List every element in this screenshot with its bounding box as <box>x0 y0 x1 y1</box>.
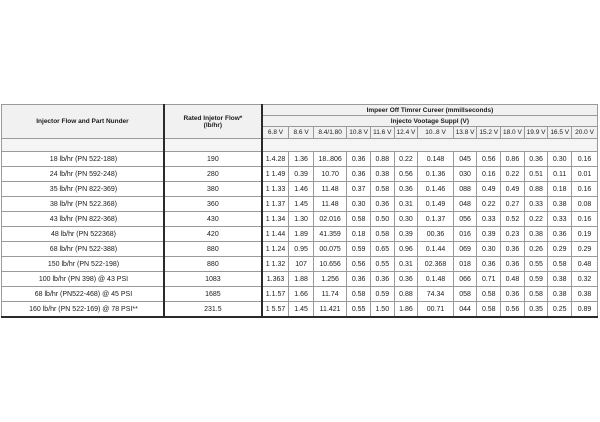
offtime-value-cell: 0.22 <box>477 197 501 212</box>
offtime-value-cell: 1 1.44 <box>262 227 289 242</box>
offtime-value-cell: 0.11 <box>548 167 572 182</box>
table-row <box>2 257 598 272</box>
voltage-header-cell: 10.8 V <box>347 127 371 139</box>
offtime-value-cell: 1 1.24 <box>262 242 289 257</box>
offtime-value-cell: 0.38 <box>548 287 572 302</box>
offtime-value-cell: 0.38 <box>572 287 598 302</box>
offtime-value-cell: 069 <box>453 242 477 257</box>
rated-flow-cell: 380 <box>164 182 262 197</box>
table-body <box>2 139 598 318</box>
offtime-value-cell: 0.36 <box>501 287 525 302</box>
offtime-value-cell: 1 1.49 <box>262 167 289 182</box>
offtime-value-cell: 0.49 <box>501 182 525 197</box>
offtime-value-cell: 0.08 <box>572 197 598 212</box>
offtime-value-cell: 11.74 <box>313 287 346 302</box>
voltage-header-cell: 8.4/1.80 <box>313 127 346 139</box>
table-row <box>2 242 598 257</box>
offtime-value-cell: 0.89 <box>572 302 598 318</box>
offtime-value-cell: 0.148 <box>418 152 454 167</box>
offtime-value-cell: 0.29 <box>548 242 572 257</box>
rated-flow-cell: 430 <box>164 212 262 227</box>
offtime-value-cell: 0.58 <box>477 287 501 302</box>
injector-label-cell: 48 lb/hr (PN 522368) <box>2 227 164 242</box>
voltage-subheader: Injecto Vootage Suppl (V) <box>262 116 598 127</box>
offtime-value-cell: 0.88 <box>524 182 548 197</box>
offtime-value-cell: 0.58 <box>347 287 371 302</box>
voltage-header-cell: 20.0 V <box>572 127 598 139</box>
offtime-value-cell: 0.37 <box>347 182 371 197</box>
voltage-header-cell: 15.2 V <box>477 127 501 139</box>
offtime-value-cell: 0.1.46 <box>418 182 454 197</box>
offtime-value-cell: 044 <box>453 302 477 318</box>
offtime-value-cell: 1.256 <box>313 272 346 287</box>
offtime-value-cell: 1.45 <box>289 302 314 318</box>
injector-label-cell: 68 lb/hr (PN522-468) @ 45 PSI <box>2 287 164 302</box>
offtime-value-cell: 0.51 <box>524 167 548 182</box>
offtime-value-cell: 0.49 <box>477 182 501 197</box>
offtime-value-cell: 0.1.36 <box>418 167 454 182</box>
offtime-value-cell: 045 <box>453 152 477 167</box>
offtime-value-cell: 0.1.49 <box>418 197 454 212</box>
rated-flow-cell: 360 <box>164 197 262 212</box>
offtime-value-cell: 0.39 <box>394 227 418 242</box>
rated-flow-cell: 420 <box>164 227 262 242</box>
offtime-value-cell: 11.421 <box>313 302 346 318</box>
offtime-value-cell: 1.4.28 <box>262 152 289 167</box>
offtime-value-cell: 0.58 <box>370 227 394 242</box>
offtime-value-cell: 0.35 <box>524 302 548 318</box>
spacer-cell <box>164 139 262 152</box>
offtime-value-cell: 0.36 <box>394 272 418 287</box>
offtime-value-cell: 0.23 <box>501 227 525 242</box>
offtime-value-cell: 016 <box>453 227 477 242</box>
offtime-value-cell: 0.16 <box>572 212 598 227</box>
spacer-row <box>2 139 598 152</box>
offtime-value-cell: 10.656 <box>313 257 346 272</box>
rated-flow-column-header <box>164 105 262 139</box>
injector-label-cell: 100 lb/hr (PN 398) @ 43 PSI <box>2 272 164 287</box>
offtime-value-cell: 0.38 <box>524 227 548 242</box>
offtime-value-cell: 74.34 <box>418 287 454 302</box>
offtime-value-cell: 0.36 <box>370 272 394 287</box>
offtime-value-cell: 0.16 <box>477 167 501 182</box>
offtime-value-cell: 0.36 <box>501 257 525 272</box>
rated-flow-unit: (lb/hr) <box>203 121 223 129</box>
offtime-value-cell: 11.48 <box>313 182 346 197</box>
offtime-value-cell: 0.48 <box>501 272 525 287</box>
injector-label-cell: 43 lb/hr (PN 822-368) <box>2 212 164 227</box>
offtime-value-cell: 0.33 <box>548 212 572 227</box>
table-row <box>2 302 598 318</box>
offtime-value-cell: 0.1.48 <box>418 272 454 287</box>
offtime-value-cell: 0.55 <box>370 257 394 272</box>
rated-flow-cell: 1685 <box>164 287 262 302</box>
offtime-value-cell: 1.50 <box>370 302 394 318</box>
offtime-value-cell: 0.58 <box>548 257 572 272</box>
rated-flow-cell: 231.5 <box>164 302 262 318</box>
offtime-value-cell: 1 5.57 <box>262 302 289 318</box>
offtime-value-cell: 0.36 <box>370 197 394 212</box>
rated-flow-cell: 880 <box>164 242 262 257</box>
offtime-value-cell: 0.55 <box>347 302 371 318</box>
offtime-value-cell: 00.075 <box>313 242 346 257</box>
offtime-value-cell: 0.16 <box>572 152 598 167</box>
injector-label-cell: 38 lb/hr (PN 522.368) <box>2 197 164 212</box>
offtime-value-cell: 1.363 <box>262 272 289 287</box>
offtime-value-cell: 0.22 <box>394 152 418 167</box>
offtime-value-cell: 0.36 <box>347 272 371 287</box>
offtime-value-cell: 0.26 <box>524 242 548 257</box>
table-row <box>2 152 598 167</box>
rated-flow-cell: 880 <box>164 257 262 272</box>
offtime-value-cell: 11.48 <box>313 197 346 212</box>
offtime-value-cell: 0.1.44 <box>418 242 454 257</box>
offtime-value-cell: 0.38 <box>370 167 394 182</box>
offtime-value-cell: 0.55 <box>524 257 548 272</box>
offtime-value-cell: 0.22 <box>524 212 548 227</box>
rated-flow-cell: 190 <box>164 152 262 167</box>
voltage-header-cell: 12.4 V <box>394 127 418 139</box>
table-row <box>2 197 598 212</box>
offtime-value-cell: 088 <box>453 182 477 197</box>
offtime-value-cell: 0.36 <box>394 182 418 197</box>
offtime-value-cell: 0.30 <box>347 197 371 212</box>
offtime-value-cell: 0.58 <box>370 182 394 197</box>
offtime-value-cell: 1.30 <box>289 212 314 227</box>
table-row <box>2 182 598 197</box>
offtime-value-cell: 056 <box>453 212 477 227</box>
offtime-value-cell: 1 1.34 <box>262 212 289 227</box>
spacer-cell <box>262 139 598 152</box>
offtime-value-cell: 1.46 <box>289 182 314 197</box>
offtime-value-cell: 0.38 <box>548 197 572 212</box>
offtime-value-cell: 0.32 <box>572 272 598 287</box>
offtime-value-cell: 0.1.37 <box>418 212 454 227</box>
offtime-value-cell: 0.16 <box>572 182 598 197</box>
offtime-value-cell: 066 <box>453 272 477 287</box>
injector-label-cell: 160 lb/hr (PN 522-169) @ 78 PSI** <box>2 302 164 318</box>
offtime-value-cell: 0.58 <box>477 302 501 318</box>
offtime-value-cell: 0.59 <box>370 287 394 302</box>
offtime-value-cell: 0.58 <box>347 212 371 227</box>
offtime-value-cell: 0.95 <box>289 242 314 257</box>
offtime-value-cell: 0.29 <box>572 242 598 257</box>
voltage-header-cell: 11.6 V <box>370 127 394 139</box>
offtime-value-cell: 0.56 <box>347 257 371 272</box>
voltage-header-cell: 19.9 V <box>524 127 548 139</box>
spacer-cell <box>2 139 164 152</box>
offtime-value-cell: 0.56 <box>477 152 501 167</box>
offtime-value-cell: 0.36 <box>548 227 572 242</box>
offtime-value-cell: 0.25 <box>548 302 572 318</box>
offtime-value-cell: 1.89 <box>289 227 314 242</box>
table-row <box>2 212 598 227</box>
injector-label-cell: 150 lb/hr (PN 522-198) <box>2 257 164 272</box>
offtime-value-cell: 1.88 <box>289 272 314 287</box>
offtime-value-cell: 18..806 <box>313 152 346 167</box>
offtime-group-header: Impeer Off Timrer Cureer (mmillseconds) <box>262 105 598 116</box>
offtime-value-cell: 0.48 <box>572 257 598 272</box>
injector-label-cell: 35 lb/hr (PN 822-369) <box>2 182 164 197</box>
offtime-value-cell: 1.36 <box>289 152 314 167</box>
offtime-value-cell: 1.86 <box>394 302 418 318</box>
offtime-value-cell: 0.31 <box>394 197 418 212</box>
offtime-value-cell: 10.70 <box>313 167 346 182</box>
offtime-value-cell: 1.66 <box>289 287 314 302</box>
offtime-value-cell: 0.50 <box>370 212 394 227</box>
offtime-value-cell: 0.33 <box>477 212 501 227</box>
offtime-value-cell: 1 1.32 <box>262 257 289 272</box>
offtime-value-cell: 0.33 <box>524 197 548 212</box>
offtime-value-cell: 048 <box>453 197 477 212</box>
offtime-value-cell: 41.359 <box>313 227 346 242</box>
table-row <box>2 287 598 302</box>
voltage-header-cell: 8.6 V <box>289 127 314 139</box>
offtime-value-cell: 0.96 <box>394 242 418 257</box>
offtime-value-cell: 0.56 <box>501 302 525 318</box>
offtime-value-cell: 0.39 <box>289 167 314 182</box>
voltage-header-cell: 10..8 V <box>418 127 454 139</box>
injector-label-cell: 24 lb/hr (PN 592-248) <box>2 167 164 182</box>
offtime-value-cell: 1 1.33 <box>262 182 289 197</box>
table-row <box>2 272 598 287</box>
voltage-header-cell: 18.0 V <box>501 127 525 139</box>
flow-column-header: Injector Flow and Part Nunder <box>2 105 164 139</box>
offtime-value-cell: 0.30 <box>548 152 572 167</box>
offtime-value-cell: 0.71 <box>477 272 501 287</box>
offtime-value-cell: 0.18 <box>548 182 572 197</box>
offtime-value-cell: 0.19 <box>572 227 598 242</box>
offtime-value-cell: 058 <box>453 287 477 302</box>
offtime-value-cell: 02.368 <box>418 257 454 272</box>
offtime-value-cell: 0.36 <box>347 152 371 167</box>
injector-label-cell: 68 lb/hr (PN 522-388) <box>2 242 164 257</box>
rated-flow-cell: 280 <box>164 167 262 182</box>
offtime-value-cell: 0.36 <box>524 152 548 167</box>
offtime-value-cell: 0.30 <box>477 242 501 257</box>
offtime-value-cell: 018 <box>453 257 477 272</box>
offtime-value-cell: 0.59 <box>524 272 548 287</box>
offtime-value-cell: 0.30 <box>394 212 418 227</box>
offtime-value-cell: 0.58 <box>524 287 548 302</box>
offtime-value-cell: 0.59 <box>347 242 371 257</box>
rated-flow-cell: 1083 <box>164 272 262 287</box>
offtime-value-cell: 0.39 <box>477 227 501 242</box>
offtime-value-cell: 0.22 <box>501 167 525 182</box>
offtime-value-cell: 0.36 <box>501 242 525 257</box>
voltage-header-cell: 16.5 V <box>548 127 572 139</box>
injector-label-cell: 18 lb/hr (PN 522-188) <box>2 152 164 167</box>
offtime-value-cell: 0.52 <box>501 212 525 227</box>
voltage-header-cell: 6.8 V <box>262 127 289 139</box>
table-row <box>2 227 598 242</box>
offtime-value-cell: 1.1.57 <box>262 287 289 302</box>
offtime-value-cell: 00.36 <box>418 227 454 242</box>
offtime-value-cell: 0.36 <box>347 167 371 182</box>
offtime-value-cell: 0.31 <box>394 257 418 272</box>
offtime-value-cell: 0.65 <box>370 242 394 257</box>
offtime-value-cell: 0.01 <box>572 167 598 182</box>
offtime-value-cell: 0.38 <box>548 272 572 287</box>
voltage-header-cell: 13.8 V <box>453 127 477 139</box>
rated-flow-label: Rated Injetor Flow* <box>183 114 243 122</box>
offtime-value-cell: 107 <box>289 257 314 272</box>
offtime-value-cell: 0.86 <box>501 152 525 167</box>
offtime-value-cell: 1 1.37 <box>262 197 289 212</box>
injector-table-sheet <box>1 104 598 318</box>
offtime-value-cell: 0.36 <box>477 257 501 272</box>
offtime-value-cell: 0.88 <box>370 152 394 167</box>
injector-data-table <box>1 104 598 318</box>
offtime-value-cell: 02.016 <box>313 212 346 227</box>
offtime-value-cell: 0.18 <box>347 227 371 242</box>
offtime-value-cell: 0.56 <box>394 167 418 182</box>
offtime-value-cell: 030 <box>453 167 477 182</box>
offtime-value-cell: 1.45 <box>289 197 314 212</box>
table-row <box>2 167 598 182</box>
offtime-value-cell: 00.71 <box>418 302 454 318</box>
offtime-value-cell: 0.27 <box>501 197 525 212</box>
offtime-value-cell: 0.88 <box>394 287 418 302</box>
